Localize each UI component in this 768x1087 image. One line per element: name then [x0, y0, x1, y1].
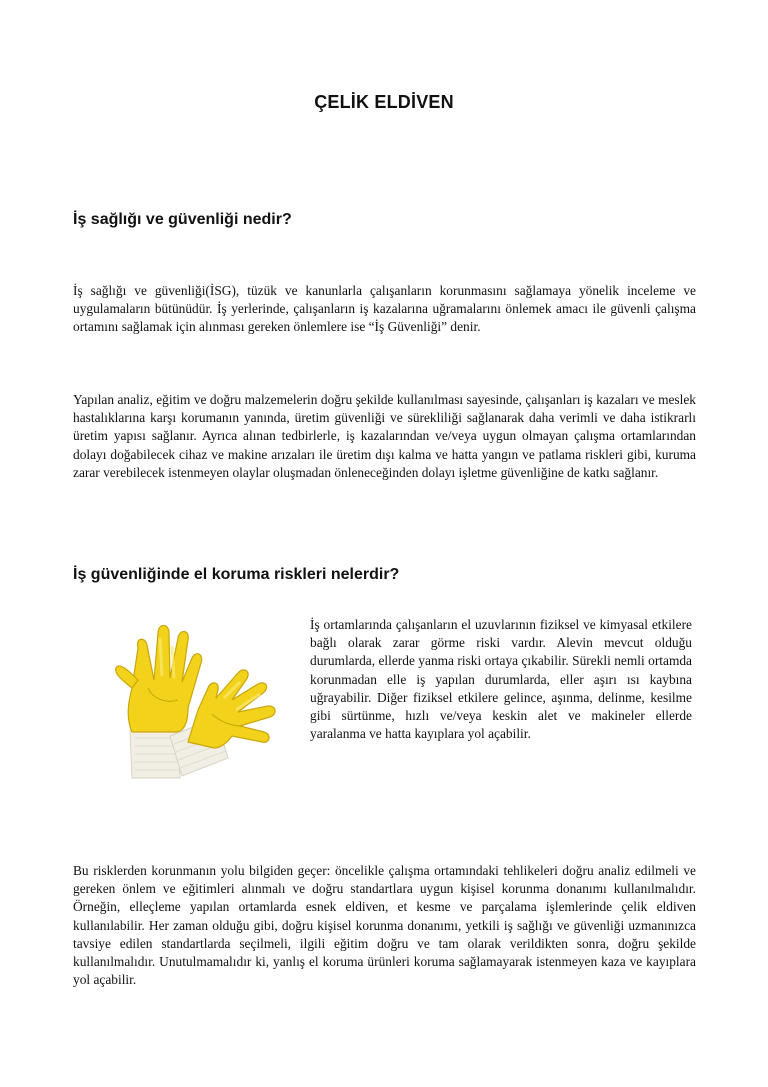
paragraph-hand-risks: İş ortamlarında çalışanların el uzuvlarının fiziksel ve kimyasal etkilere bağlı olarak zarar görme riski vardır. Alevin mevcut olduğu durumlarda, ellerde yanma riski ortaya çıkabilir. Sürekli nemli ortamda korunmadan elle iş yapılan durumlarda, eller aşırı ısı kaybına uğrayabilir. Diğer fiziksel etkilere gelince, aşınma, delinme, kesilme gibi sürtünme, hızlı ve/veya keskin alet ve makineler ellerde yaralanma ve hatta kayıplara yol açabilir.	[310, 617, 692, 742]
section-heading-hand-risks: İş güvenliğinde el koruma riskleri nelerdir?	[73, 566, 400, 583]
front-glove-fingers	[188, 670, 275, 748]
back-glove-fingers	[128, 626, 201, 733]
paragraph-protection: Bu risklerden korunmanın yolu bilgiden geçer: öncelikle çalışma ortamındaki tehlikeleri doğru analiz edilmeli ve gereken önlem ve eğitimleri alınmalı ve doğru standartlara uygun kişisel korunma donanımı kullanılmalıdır. Örneğin, elleçleme yapılan ortamlarda esnek eldiven, et kesme ve parçalama işlemlerinde çelik eldiven kullanılabilir. Her zaman olduğu gibi, doğru kişisel korunma donanımı, yetkili iş sağlığı ve güvenliği uzmanınızca tavsiye edilen standartlarda seçilmeli, ilgili eğitim doğru ve tam olarak verildikten sonra, doğru şekilde kullanılmalıdır. Unutulmamalıdır ki, yanlış el koruma ürünleri koruma sağlamayarak istenmeyen kaza ve kayıplara yol açabilir.	[73, 863, 696, 988]
section-heading-isg: İş sağlığı ve güvenliği nedir?	[73, 211, 292, 228]
yellow-work-gloves-image	[108, 618, 288, 788]
paragraph-isg-definition: İş sağlığı ve güvenliği(İSG), tüzük ve kanunlarla çalışanların korunmasını sağlamaya yönelik inceleme ve uygulamaların bütünüdür. İş yerlerinde, çalışanların iş kazalarına uğramalarını önlemek amacı ile güvenli çalışma ortamını sağlamak için alınması gereken önlemlere ise “İş Güvenliği” denir.	[73, 283, 696, 335]
paragraph-isg-benefits: Yapılan analiz, eğitim ve doğru malzemelerin doğru şekilde kullanılması sayesinde, çalışanları iş kazaları ve meslek hastalıklarına karşı korumanın yanında, üretim güvenliği ve sürekliliği sağlanarak daha verimli ve daha istikrarlı üretim yapısı sağlanır. Ayrıca alınan tedbirlerle, iş kazalarından ve/veya uygun olmayan çalışma ortamlarından dolayı doğabilecek cihaz ve makine arızaları ile üretim dışı kalma ve hatta yangın ve patlama riskleri gibi, kuruma zarar verebilecek istenmeyen olaylar oluşmadan önleneceğinden dolayı işletme güvenliğine de katkı sağlanır.	[73, 392, 696, 480]
page-title: ÇELİK ELDİVEN	[314, 92, 454, 112]
